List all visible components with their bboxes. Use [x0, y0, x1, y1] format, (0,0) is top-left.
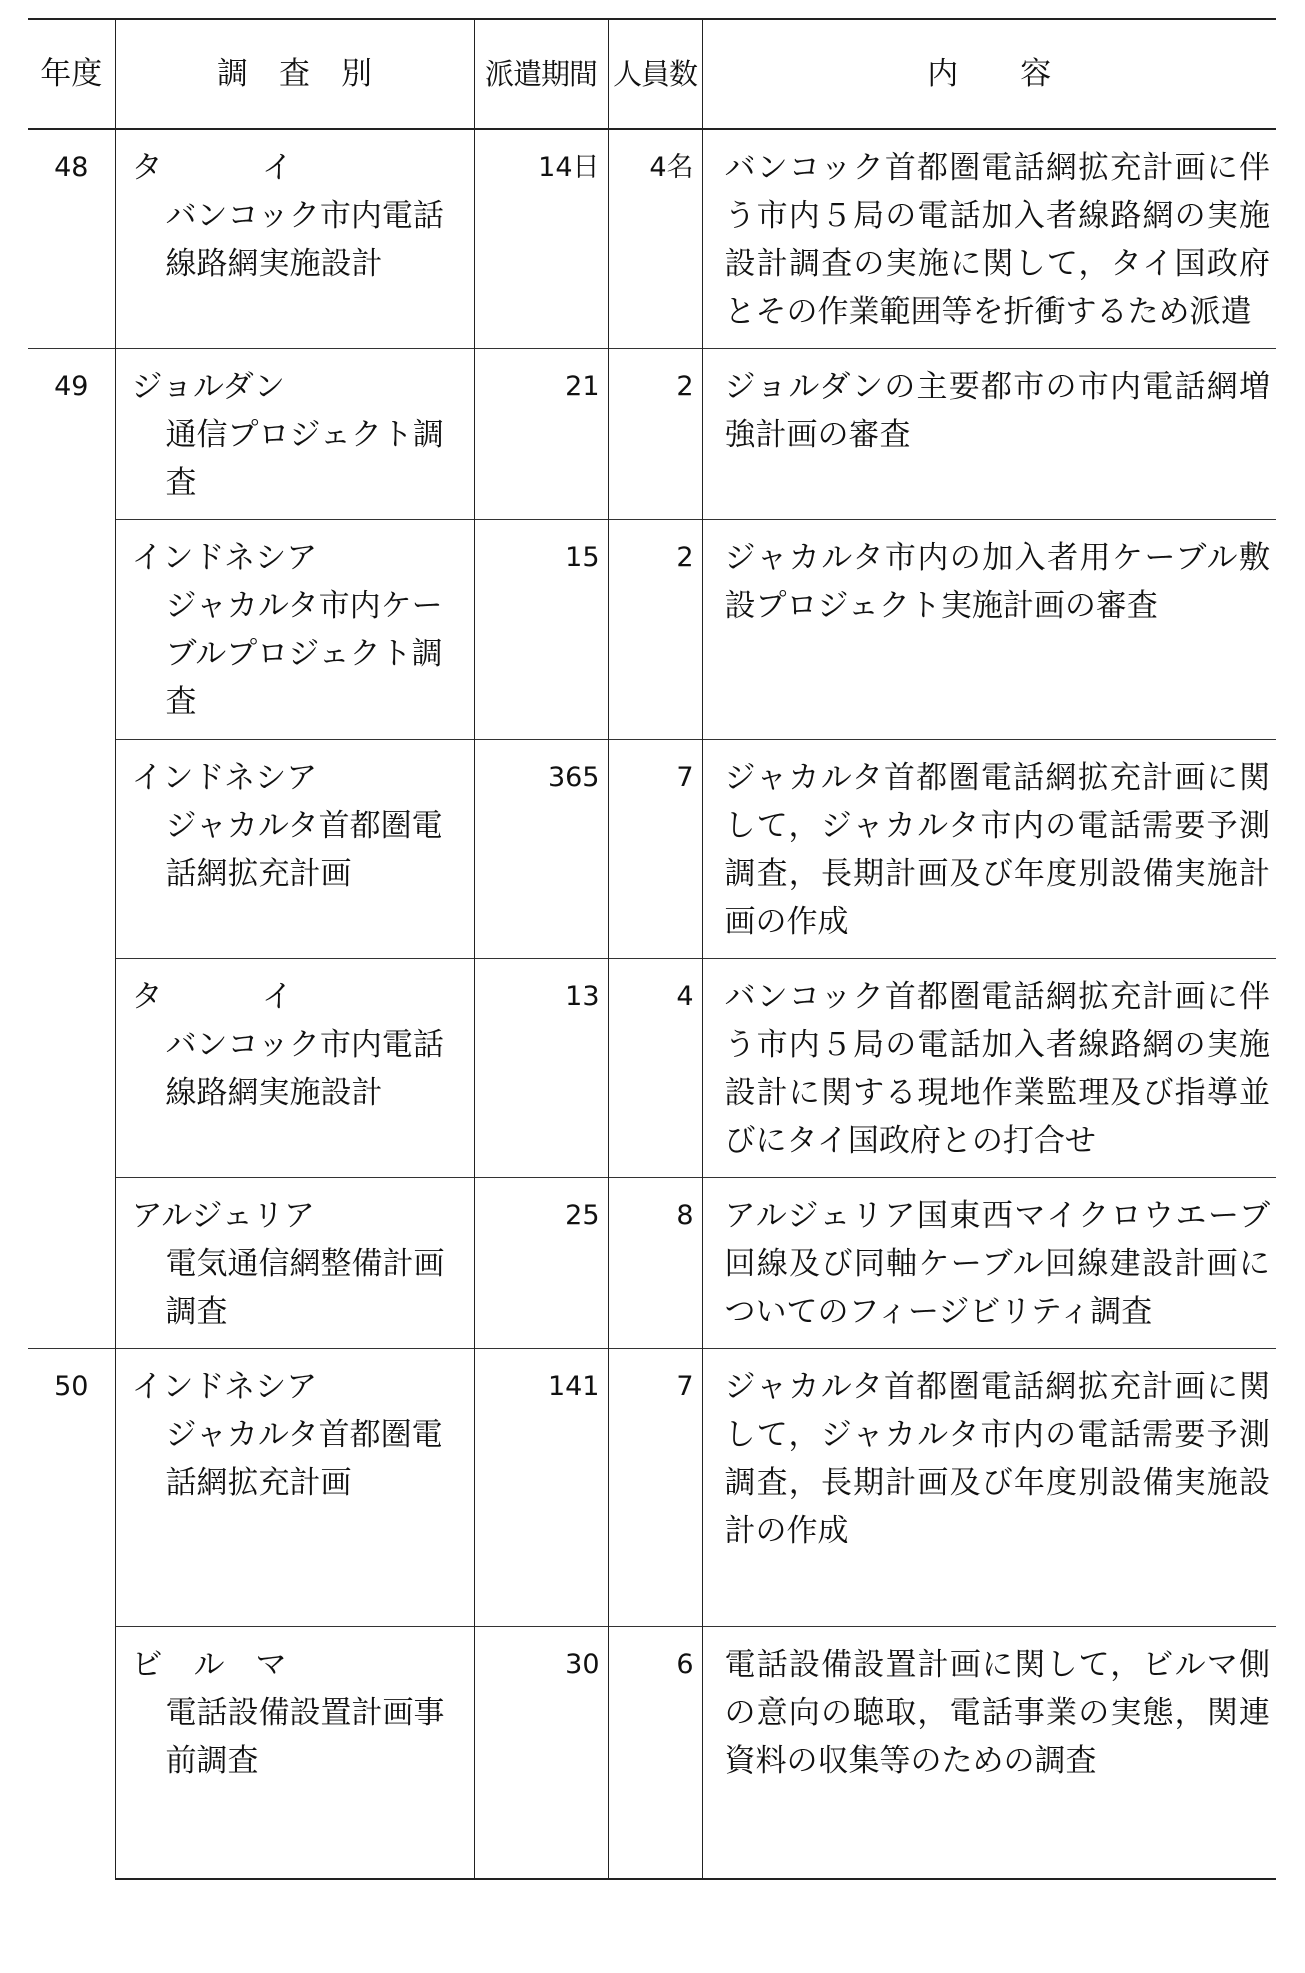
survey-cell — [115, 959, 474, 1178]
year-cell: 48 — [54, 152, 89, 183]
period-cell: 14日 — [474, 129, 608, 349]
content-cell: ジャカルタ首都圏電話網拡充計画に関して，ジャカルタ市内の電話需要予測調査，長期計画及び年度別設備実施計画の作成 — [702, 740, 1276, 959]
year-cell: 49 — [28, 349, 115, 1349]
project-name: 電話設備設置計画事前調査 — [165, 1695, 445, 1779]
period-cell: 141 — [474, 1349, 608, 1627]
survey-cell — [115, 1178, 474, 1349]
period-cell: 25 — [474, 1178, 608, 1349]
table-row — [28, 959, 1276, 1178]
project-name: 通信プロジェクト調査 — [165, 417, 444, 501]
survey-cell — [115, 129, 474, 349]
period-cell: 15 — [474, 520, 608, 740]
project-name: ジャカルタ市内ケーブルプロジェクト調査 — [165, 588, 443, 720]
survey-cell — [115, 740, 474, 959]
header-year: 年度 — [28, 19, 115, 129]
content-cell: バンコック首都圏電話網拡充計画に伴う市内５局の電話加入者線路網の実施設計に関する現地作業監理及び指導並びにタイ国政府との打合せ — [702, 959, 1276, 1178]
country-name: タ イ — [131, 150, 327, 186]
table-row — [28, 1178, 1276, 1349]
staff-cell: 2 — [608, 349, 702, 520]
project-name: バンコック市内電話線路網実施設計 — [165, 198, 444, 282]
period-cell: 13 — [474, 959, 608, 1178]
staff-cell: 7 — [608, 1349, 702, 1627]
content-cell: アルジェリア国東西マイクロウエーブ回線及び同軸ケーブル回線建設計画についてのフィージビリティ調査 — [702, 1178, 1276, 1349]
country-name: アルジェリア — [131, 1198, 315, 1234]
project-name: バンコック市内電話線路網実施設計 — [165, 1027, 444, 1111]
country-name: ビ ル マ — [131, 1647, 287, 1683]
country-name: タ イ — [131, 979, 327, 1015]
survey-cell — [115, 1627, 474, 1879]
content-cell: ジョルダンの主要都市の市内電話網増強計画の審査 — [702, 349, 1276, 520]
staff-cell: 2 — [608, 520, 702, 740]
header-content: 内 容 — [702, 19, 1276, 129]
staff-cell: 7 — [608, 740, 702, 959]
period-cell: 21 — [474, 349, 608, 520]
header-survey: 調 査 別 — [115, 19, 474, 129]
staff-cell: 4名 — [608, 129, 702, 349]
table-row — [28, 1627, 1276, 1879]
table-row — [28, 520, 1276, 740]
survey-table — [28, 18, 1276, 1880]
project-name: ジャカルタ首都圏電話網拡充計画 — [165, 1417, 443, 1501]
period-cell: 30 — [474, 1627, 608, 1879]
table-row — [28, 1349, 1276, 1627]
table-row — [28, 129, 1276, 349]
period-cell: 365 — [474, 740, 608, 959]
staff-cell: 8 — [608, 1178, 702, 1349]
staff-cell: 6 — [608, 1627, 702, 1879]
header-period: 派遣期間 — [474, 19, 608, 129]
content-cell: 電話設備設置計画に関して，ビルマ側の意向の聴取，電話事業の実態，関連資料の収集等のための調査 — [702, 1627, 1276, 1879]
project-name: ジャカルタ首都圏電話網拡充計画 — [165, 808, 443, 892]
country-name: ジョルダン — [131, 369, 285, 405]
country-name: インドネシア — [131, 1369, 318, 1405]
survey-cell — [115, 349, 474, 520]
content-cell: バンコック首都圏電話網拡充計画に伴う市内５局の電話加入者線路網の実施設計調査の実施に関して，タイ国政府とその作業範囲等を折衝するため派遣 — [702, 129, 1276, 349]
survey-cell — [115, 520, 474, 740]
header-staff: 人員数 — [608, 19, 702, 129]
country-name: インドネシア — [131, 760, 318, 796]
content-cell: ジャカルタ市内の加入者用ケーブル敷設プロジェクト実施計画の審査 — [702, 520, 1276, 740]
survey-cell — [115, 1349, 474, 1627]
project-name: 電気通信網整備計画調査 — [165, 1246, 445, 1330]
staff-cell: 4 — [608, 959, 702, 1178]
table-row — [28, 349, 1276, 520]
table-row — [28, 740, 1276, 959]
content-cell: ジャカルタ首都圏電話網拡充計画に関して，ジャカルタ市内の電話需要予測調査，長期計画及び年度別設備実施設計の作成 — [702, 1349, 1276, 1627]
country-name: インドネシア — [131, 540, 318, 576]
header-row — [28, 19, 1276, 129]
year-cell: 50 — [28, 1349, 115, 1879]
